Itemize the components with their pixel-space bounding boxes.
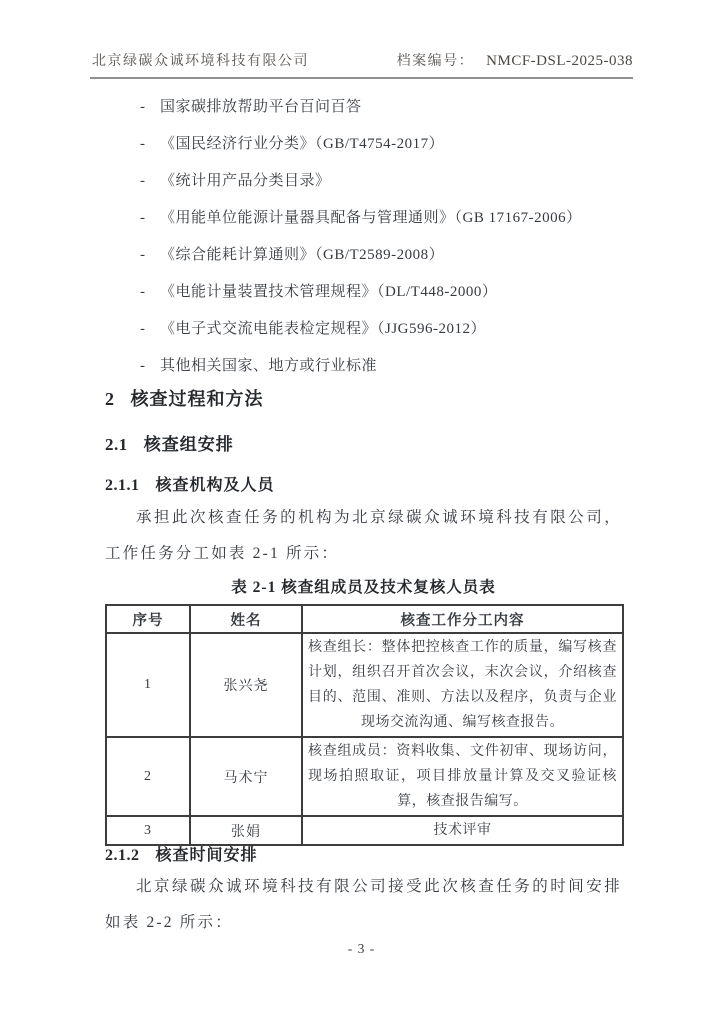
list-item-text: 《统计用产品分类目录》 [160, 173, 331, 189]
cell-seq: 1 [106, 633, 190, 737]
section-heading-2 [105, 385, 622, 411]
list-item-text: 《电能计量装置技术管理规程》（DL/T448-2000） [160, 284, 498, 300]
section-title: 核查时间安排 [155, 847, 258, 864]
section-title: 核查过程和方法 [130, 389, 264, 409]
cell-duty: 核查组长：整体把控核查工作的质量，编写核查计划，组织召开首次会议，末次会议，介绍核查目的、范围、准则、方法以及程序，负责与企业现场交流沟通、编写核查报告。 [302, 633, 623, 737]
paragraph-2-1-2: 北京绿碳众诚环境科技有限公司接受此次核查任务的时间安排如表 2-2 所示： [105, 878, 622, 931]
list-item-text: 《综合能耗计算通则》（GB/T2589-2008） [160, 247, 445, 263]
cell-duty: 核查组成员：资料收集、文件初审、现场访问，现场拍照取证，项目排放量计算及交叉验证核算，核查报告编写。 [302, 737, 623, 816]
list-item [105, 281, 622, 304]
members-table [105, 604, 624, 846]
header-rule [90, 77, 633, 79]
list-item [105, 170, 622, 193]
column-header-seq: 序号 [106, 605, 190, 633]
cell-name: 马术宁 [190, 737, 302, 816]
cell-seq: 2 [106, 737, 190, 816]
list-item-text: 《用能单位能源计量器具配备与管理通则》（GB 17167-2006） [160, 210, 582, 226]
list-item [105, 133, 622, 156]
section-number: 2.1 [105, 435, 128, 454]
page-number: - 3 - [347, 941, 376, 956]
column-header-duty: 核查工作分工内容 [302, 605, 623, 633]
table-header-row [106, 605, 623, 633]
section-number: 2.1.1 [105, 477, 140, 494]
bullet-dash: - [140, 247, 146, 263]
list-item [105, 207, 622, 230]
table-row [106, 633, 623, 737]
column-header-name: 姓名 [190, 605, 302, 633]
bullet-dash: - [140, 210, 146, 226]
table-row [106, 737, 623, 816]
cell-name: 张娟 [190, 816, 302, 845]
bullet-dash: - [140, 284, 146, 300]
table-row [106, 816, 623, 845]
list-item [105, 244, 622, 267]
table-caption: 表 2-1 核查组成员及技术复核人员表 [231, 579, 496, 596]
page-header [92, 50, 633, 70]
bullet-dash: - [140, 321, 146, 337]
list-item [105, 318, 622, 341]
section-heading-2-1-2 [105, 842, 622, 865]
section-heading-2-1-1 [105, 472, 622, 495]
archive-label: 档案编号： [396, 54, 475, 69]
section-title: 核查机构及人员 [155, 477, 275, 494]
reference-list [105, 96, 622, 392]
cell-name: 张兴尧 [190, 633, 302, 737]
cell-seq: 3 [106, 816, 190, 845]
list-item-text: 其他相关国家、地方或行业标准 [160, 358, 378, 374]
list-item [105, 355, 622, 378]
bullet-dash: - [140, 358, 146, 374]
list-item-text: 国家碳排放帮助平台百问百答 [160, 99, 362, 115]
section-number: 2 [105, 389, 115, 409]
section-heading-2-1 [105, 430, 622, 455]
bullet-dash: - [140, 173, 146, 189]
header-company-name: 北京绿碳众诚环境科技有限公司 [92, 54, 309, 69]
cell-duty: 技术评审 [302, 816, 623, 845]
section-title: 核查组安排 [143, 435, 234, 454]
list-item-text: 《国民经济行业分类》（GB/T4754-2017） [160, 136, 445, 152]
list-item-text: 《电子式交流电能表检定规程》（JJG596-2012） [160, 321, 487, 337]
bullet-dash: - [140, 99, 146, 115]
list-item [105, 96, 622, 119]
paragraph-2-1-1: 承担此次核查任务的机构为北京绿碳众诚环境科技有限公司，工作任务分工如表 2-1 所示： [105, 509, 622, 562]
section-number: 2.1.2 [105, 847, 140, 864]
bullet-dash: - [140, 136, 146, 152]
archive-number: NMCF-DSL-2025-038 [486, 53, 633, 69]
header-archive-group [397, 50, 633, 70]
